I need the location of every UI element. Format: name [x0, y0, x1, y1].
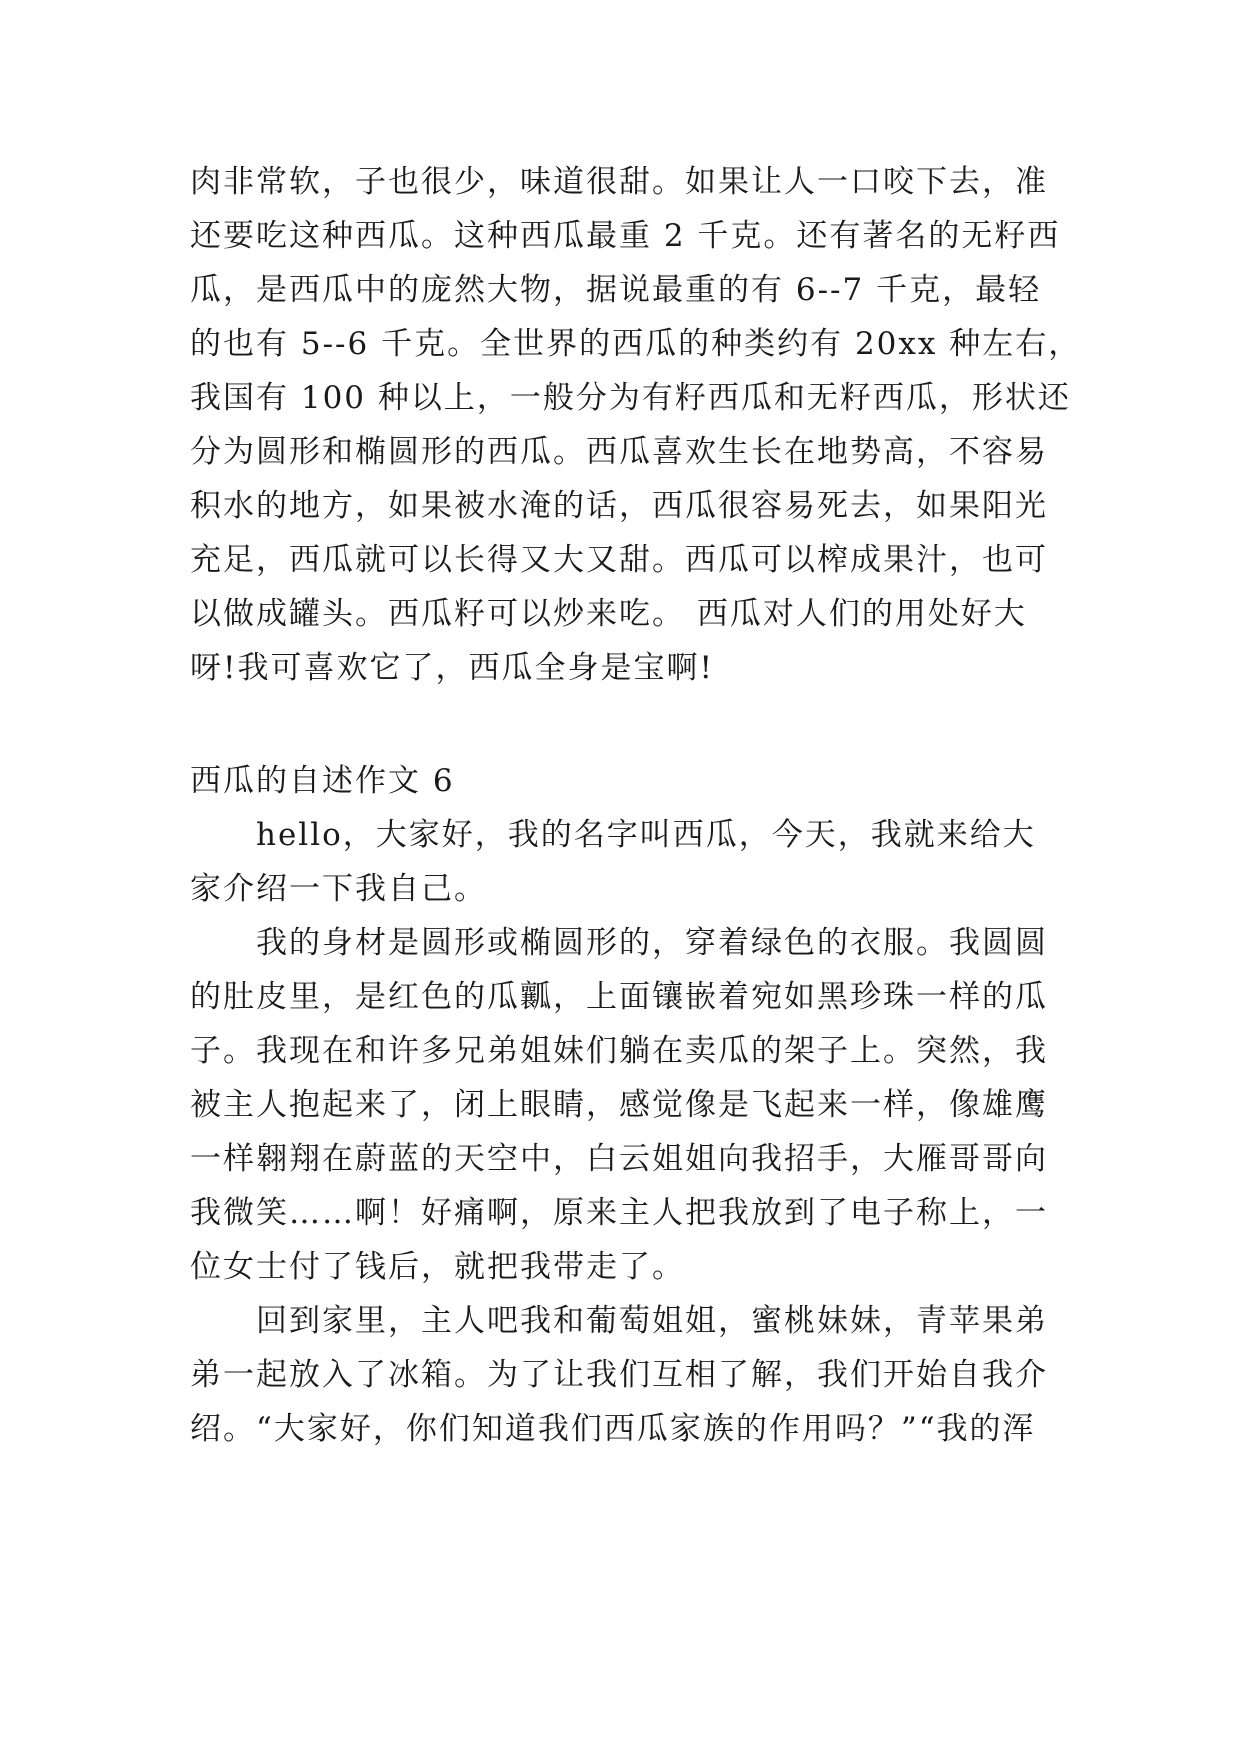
text-line: 呀!我可喜欢它了，西瓜全身是宝啊! — [190, 650, 714, 686]
text-line: 回到家里，主人吧我和葡萄姐姐，蜜桃妹妹，青苹果弟 — [190, 1303, 1048, 1339]
text-line: 的也有 5--6 千克。全世界的西瓜的种类约有 20xx 种左右， — [190, 326, 1082, 362]
text-line: 瓜，是西瓜中的庞然大物，据说最重的有 6--7 千克，最轻 — [190, 272, 1042, 308]
text-line: 一样翱翔在蔚蓝的天空中，白云姐姐向我招手，大雁哥哥向 — [190, 1141, 1048, 1177]
text-line: 还要吃这种西瓜。这种西瓜最重 2 千克。还有著名的无籽西 — [190, 218, 1061, 254]
text-line: 绍。“大家好，你们知道我们西瓜家族的作用吗？”“我的浑 — [190, 1411, 1036, 1447]
text-line: 我国有 100 种以上，一般分为有籽西瓜和无籽西瓜，形状还 — [190, 380, 1071, 416]
text-line: 我微笑……啊！好痛啊，原来主人把我放到了电子称上，一 — [190, 1195, 1048, 1231]
section-title: 西瓜的自述作文 6 — [190, 763, 455, 799]
text-line: 弟一起放入了冰箱。为了让我们互相了解，我们开始自我介 — [190, 1357, 1048, 1393]
text-line: 我的身材是圆形或椭圆形的，穿着绿色的衣服。我圆圆 — [190, 925, 1048, 961]
text-line: 充足，西瓜就可以长得又大又甜。西瓜可以榨成果汁，也可 — [190, 542, 1048, 578]
text-line: 的肚皮里，是红色的瓜瓤，上面镶嵌着宛如黑珍珠一样的瓜 — [190, 979, 1048, 1015]
text-line: 家介绍一下我自己。 — [190, 871, 487, 907]
text-line: 积水的地方，如果被水淹的话，西瓜很容易死去，如果阳光 — [190, 488, 1048, 524]
text-line: hello，大家好，我的名字叫西瓜，今天，我就来给大 — [190, 817, 1036, 853]
text-line: 被主人抱起来了，闭上眼睛，感觉像是飞起来一样，像雄鹰 — [190, 1087, 1048, 1123]
text-line: 分为圆形和椭圆形的西瓜。西瓜喜欢生长在地势高，不容易 — [190, 434, 1048, 470]
text-line: 位女士付了钱后，就把我带走了。 — [190, 1249, 685, 1285]
text-line: 子。我现在和许多兄弟姐妹们躺在卖瓜的架子上。突然，我 — [190, 1033, 1048, 1069]
text-line: 肉非常软，子也很少，味道很甜。如果让人一口咬下去，准 — [190, 164, 1048, 200]
text-line: 以做成罐头。西瓜籽可以炒来吃。 西瓜对人们的用处好大 — [190, 596, 1027, 632]
